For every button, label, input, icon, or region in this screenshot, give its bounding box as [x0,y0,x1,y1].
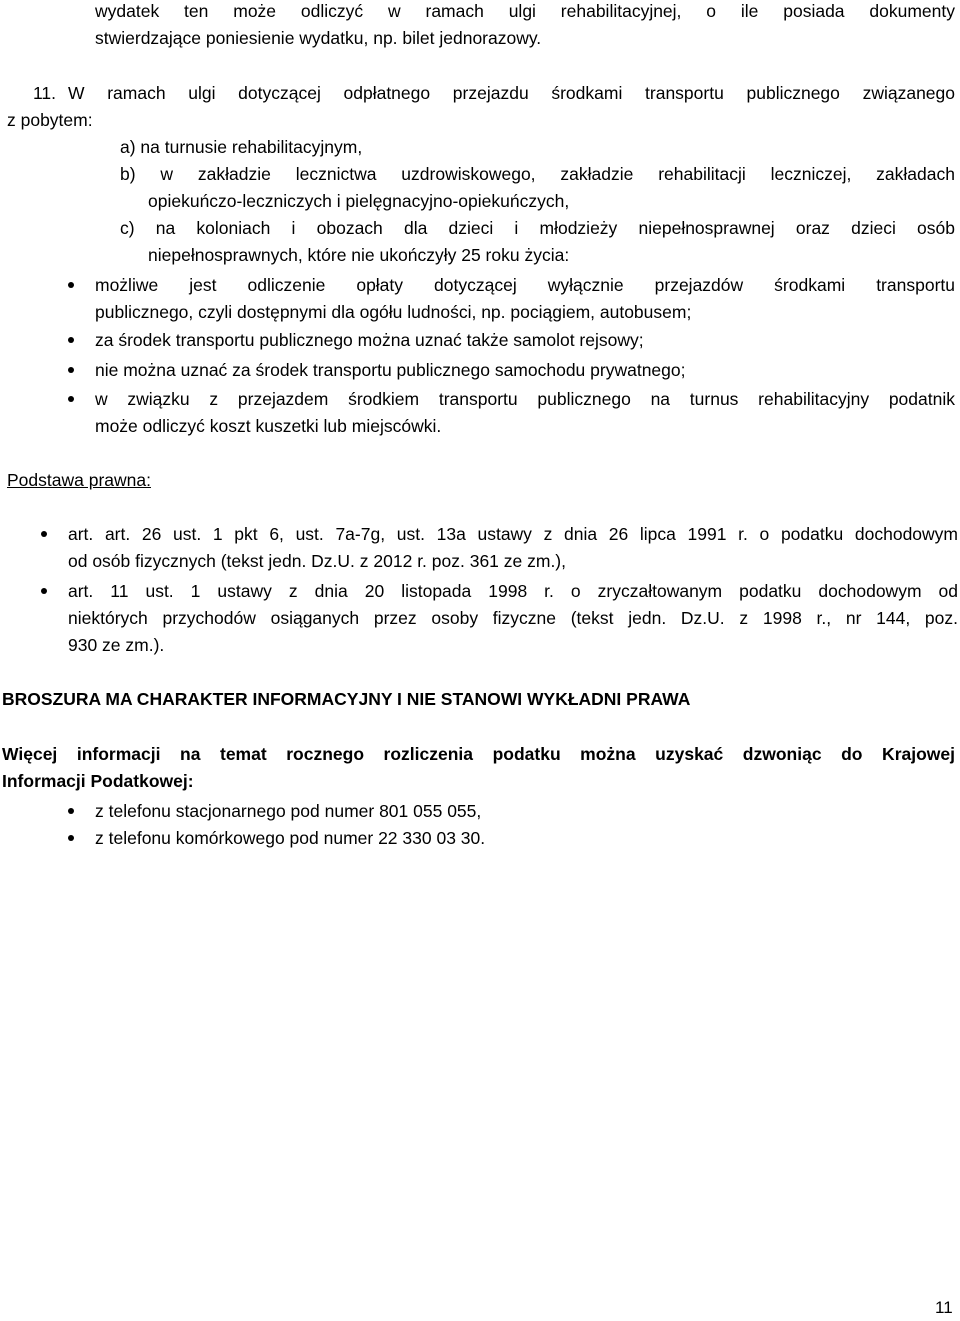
item-11-bullet-3: nie można uznać za środek transportu publicznego samochodu prywatnego; [95,360,686,380]
item-11-bullet-1 [95,272,955,326]
item-11-bullet-4 [95,386,955,440]
sub-b-line-2: opiekuńczo-leczniczych i pielęgnacyjno-opiekuńczych, [148,191,570,211]
bullet-4-line-2: może odliczyć koszt kuszetki lub miejscówki. [95,416,442,436]
bullet-4-line-1: w związku z przejazdem środkiem transportu publicznego na turnus rehabilitacyjny podatnik [95,389,955,409]
item-11-intro [7,80,955,134]
continuation-line-2: stwierdzające poniesienie wydatku, np. bilet jednorazowy. [95,28,542,48]
sub-c-line-2: niepełnosprawnych, które nie ukończyły 25 roku życia: [148,245,570,265]
contact-line-2: Informacji Podatkowej: [2,771,194,791]
bullet-icon [68,396,74,402]
bullet-1-line-2: publicznego, czyli dostępnymi dla ogółu ludności, np. pociągiem, autobusem; [95,302,692,322]
disclaimer: BROSZURA MA CHARAKTER INFORMACYJNY I NIE STANOWI WYKŁADNI PRAWA [2,689,691,709]
bullet-icon [68,367,74,373]
sub-b-line-1: b) w zakładzie lecznictwa uzdrowiskowego, zakładzie rehabilitacji leczniczej, zakładach [120,164,955,184]
bullet-icon [41,588,47,594]
legal-basis-item-2 [68,578,958,659]
legal-2-line-3: 930 ze zm.). [68,635,165,655]
legal-1-line-1: art. art. 26 ust. 1 pkt 6, ust. 7a-7g, ust. 13a ustawy z dnia 26 lipca 1991 r. o podatku dochodowym [68,524,958,544]
contact-phone-landline: z telefonu stacjonarnego pod numer 801 055 055, [95,801,482,821]
legal-basis-heading: Podstawa prawna: [7,470,151,490]
bullet-icon [68,282,74,288]
item-11-line-1: W ramach ulgi dotyczącej odpłatnego przejazdu środkami transportu publicznego związanego [68,83,955,103]
item-11-sub-c [120,215,955,269]
page-number: 11 [935,1298,953,1317]
bullet-icon [41,531,47,537]
item-11-sub-b [120,161,955,215]
contact-paragraph [2,741,955,795]
legal-1-line-2: od osób fizycznych (tekst jedn. Dz.U. z 2012 r. poz. 361 ze zm.), [68,551,566,571]
continuation-paragraph [95,0,955,52]
item-11-sub-a: a) na turnusie rehabilitacyjnym, [120,137,363,157]
bullet-icon [68,808,74,814]
legal-2-line-1: art. 11 ust. 1 ustawy z dnia 20 listopada 1998 r. o zryczałtowanym podatku dochodowym od [68,581,958,601]
legal-2-line-2: niektórych przychodów osiąganych przez osoby fizyczne (tekst jedn. Dz.U. z 1998 r., nr 144, poz. [68,608,958,628]
item-11-line-2: z pobytem: [7,110,93,130]
bullet-1-line-1: możliwe jest odliczenie opłaty dotyczącej wyłącznie przejazdów środkami transportu [95,275,955,295]
bullet-icon [68,835,74,841]
sub-c-line-1: c) na koloniach i obozach dla dzieci i młodzieży niepełnosprawnej oraz dzieci osób [120,218,955,238]
contact-line-1: Więcej informacji na temat rocznego rozliczenia podatku można uzyskać dzwoniąc do Krajowej [2,744,955,764]
contact-phone-mobile: z telefonu komórkowego pod numer 22 330 03 30. [95,828,486,848]
item-11-bullet-2: za środek transportu publicznego można uznać także samolot rejsowy; [95,330,644,350]
legal-basis-item-1 [68,521,958,575]
item-11-number: 11. [33,83,57,103]
bullet-icon [68,337,74,343]
continuation-line-1: wydatek ten może odliczyć w ramach ulgi rehabilitacyjnej, o ile posiada dokumenty [95,1,955,21]
